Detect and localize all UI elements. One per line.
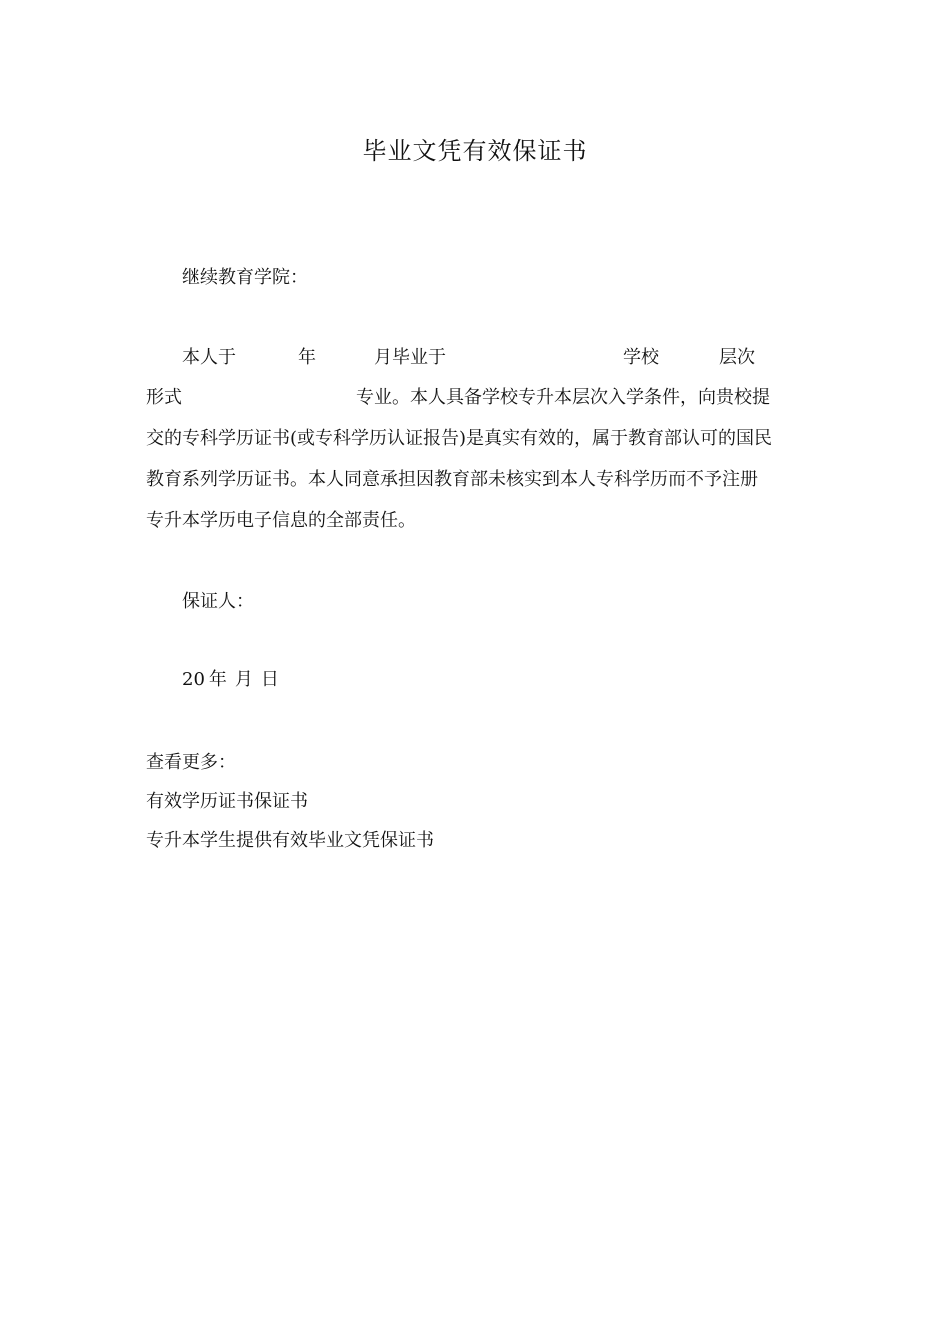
date-year: 年 [208, 669, 227, 690]
date-day: 日 [260, 669, 279, 690]
document-title: 毕业文凭有效保证书 [362, 137, 588, 165]
related-link-upgrade-certificate[interactable]: 专升本学生提供有效毕业文凭保证书 [146, 830, 434, 851]
paragraph-line-3: 交的专科学历证书(或专科学历认证报告)是真实有效的，属于教育部认可的国民 [146, 428, 773, 449]
paragraph-line-5: 专升本学历电子信息的全部责任。 [146, 510, 416, 531]
date-year-prefix: 20 [182, 669, 205, 690]
signature-date [182, 667, 287, 693]
study-form-label: 形式 [146, 387, 182, 408]
date-month: 月 [234, 669, 253, 690]
see-more-heading: 查看更多： [146, 752, 236, 773]
salutation: 继续教育学院： [182, 267, 308, 288]
guarantor-label: 保证人： [182, 591, 254, 612]
major-statement: 专业。本人具备学校专升本层次入学条件，向贵校提 [356, 387, 770, 408]
year-label: 年 [298, 347, 316, 368]
graduated-in-label: 本人于 [182, 347, 236, 368]
month-graduated-from-label: 月毕业于 [374, 347, 446, 368]
level-label: 层次 [719, 347, 755, 368]
school-label: 学校 [623, 347, 659, 368]
paragraph-line-4: 教育系列学历证书。本人同意承担因教育部未核实到本人专科学历而不予注册 [146, 469, 758, 490]
related-link-valid-certificate[interactable]: 有效学历证书保证书 [146, 791, 308, 812]
